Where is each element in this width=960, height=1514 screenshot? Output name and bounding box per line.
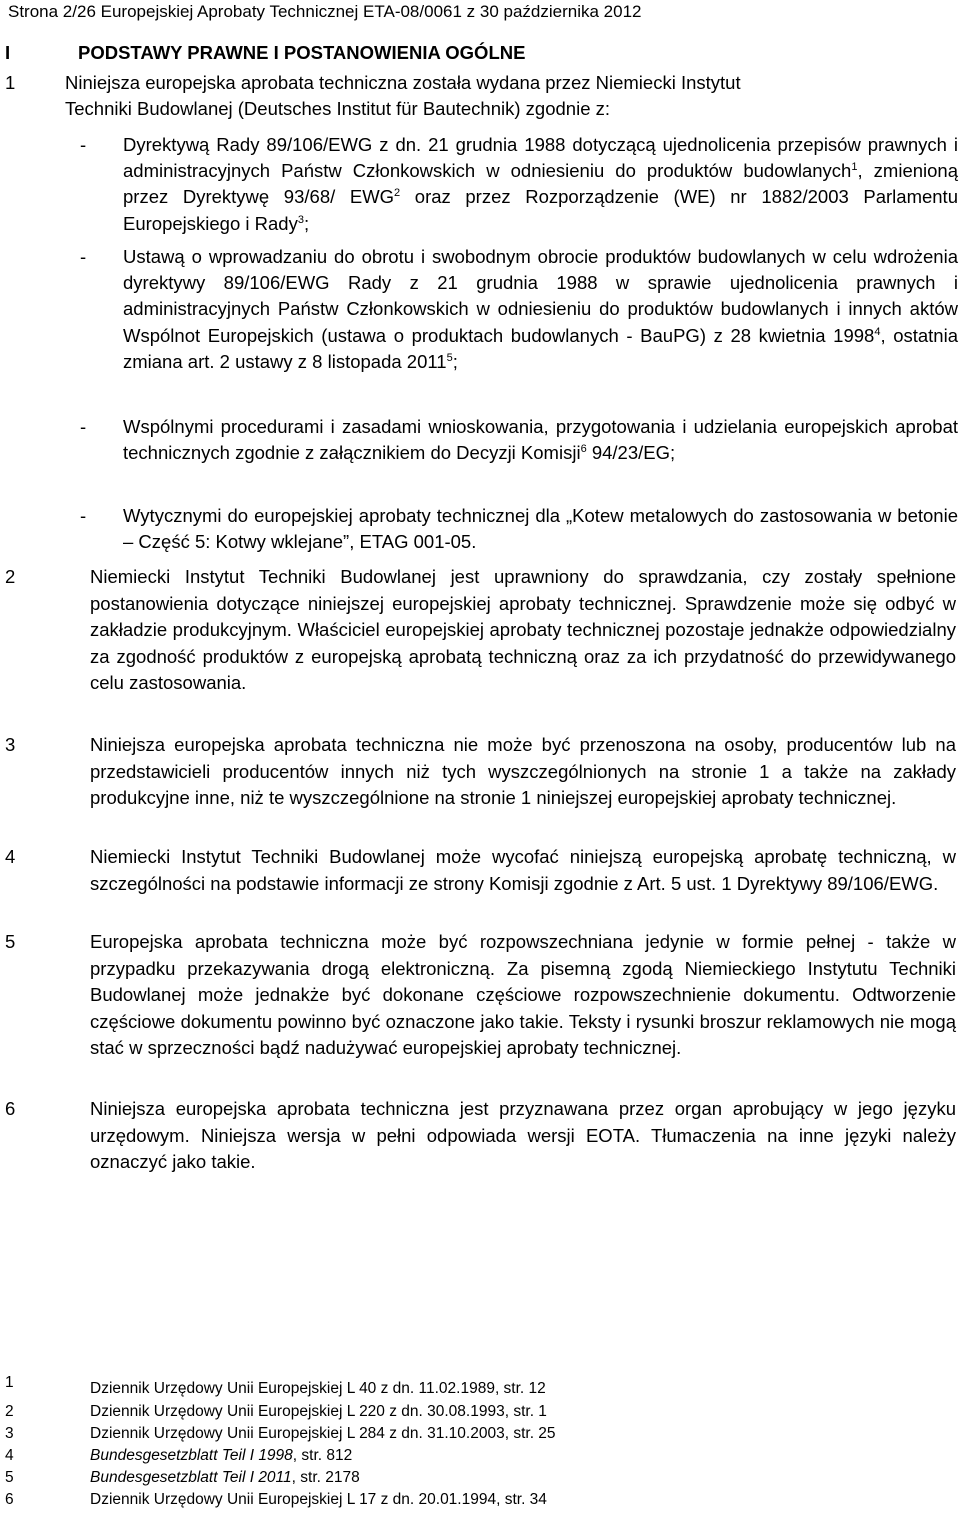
bullet-text: Ustawą o wprowadzaniu do obrotu i swobodnym obrocie produktów budowlanych w celu wdrożenia dyrektywy 89/106/EWG Rady z 21 grudnia 1988 w sprawie ujednolicenia prawnych i administracyjnych Państw Członkowskich w odniesieniu do produktów budowlanych i innych aktów Wspólnot Europejskich (ustawa o produktach budowlanych - BauPG) z 28 kwietnia 1998$^4$, ostatnia zmiana art. 2 ustawy z 8 listopada 2011$^5$; — [123, 246, 958, 372]
footnote-ref: 6 — [580, 443, 587, 456]
footnote-number: 2 — [5, 1403, 14, 1420]
bullet-dash: - — [80, 246, 87, 267]
paragraph-number: 3 — [5, 734, 16, 755]
page-header: Strona 2/26 Europejskiej Aprobaty Technicznej ETA-08/0061 z 30 października 2012 — [8, 2, 642, 21]
paragraph-number: 5 — [5, 931, 16, 952]
footnote-number: 1 — [5, 1374, 14, 1391]
footnote-text: Dziennik Urzędowy Unii Europejskiej L 40 z dn. 11.02.1989, str. 12 — [90, 1380, 546, 1397]
footnote-text: Bundesgesetzblatt Teil I 1998, str. 812 — [90, 1447, 353, 1464]
footnote-number: 5 — [5, 1469, 14, 1486]
paragraph-number: 2 — [5, 566, 16, 587]
bullet-dash: - — [80, 416, 87, 437]
footnote-number: 3 — [5, 1425, 14, 1442]
bullet-text: Wytycznymi do europejskiej aprobaty technicznej dla „Kotew metalowych do zastosowania w betonie – Część 5: Kotwy wklejane”, ETAG 001-05. — [123, 505, 958, 553]
footnote-ref: 3 — [297, 213, 304, 226]
paragraph-text: Niemiecki Instytut Techniki Budowlanej może wycofać niniejszą europejską aprobatę techniczną, w szczególności na podstawie informacji ze strony Komisji zgodnie z Art. 5 ust. 1 Dyrektywy 89/106/EWG. — [90, 846, 956, 894]
paragraph-text: Niniejsza europejska aprobata techniczna nie może być przenoszona na osoby, producentów lub na przedstawicieli producentów innych niż tych wyszczególnionych na stronie 1 a także na zakłady produkcyjne inne, niż te wyszczególnione na stronie 1 niniejszej europejskiej aprobaty technicznej. — [90, 734, 956, 808]
point-1-intro — [65, 70, 955, 122]
bullet-text: Dyrektywą Rady 89/106/EWG z dn. 21 grudnia 1988 dotyczącą ujednolicenia przepisów prawnych i administracyjnych Państw Członkowskich w odniesieniu do produktów budowlanych$^1$, zmienioną przez Dyrektywę 93/68/ EWG$^2$ oraz przez Rozporządzenie (WE) nr 1882/2003 Parlamentu Europejskiego i Rady$^3$; — [123, 134, 958, 234]
footnote-ref: 5 — [446, 351, 453, 364]
footnote-text: Dziennik Urzędowy Unii Europejskiej L 17 z dn. 20.01.1994, str. 34 — [90, 1491, 547, 1508]
paragraph-number: 6 — [5, 1098, 16, 1119]
point-number: 1 — [5, 72, 16, 93]
footnote-number: 4 — [5, 1447, 14, 1464]
paragraph-text: Niniejsza europejska aprobata techniczna jest przyznawana przez organ aprobujący w jego języku urzędowym. Niniejsza wersja w pełni odpowiada wersji EOTA. Tłumaczenia na inne języki należy oznaczyć jako takie. — [90, 1098, 956, 1172]
bullet-dash: - — [80, 134, 87, 155]
footnote-ref: 4 — [874, 325, 881, 338]
footnote-ref: 2 — [394, 187, 401, 200]
section-number: I — [5, 42, 11, 63]
paragraph-text: Niemiecki Instytut Techniki Budowlanej jest uprawniony do sprawdzania, czy zostały spełnione postanowienia dotyczące niniejszej europejskiej aprobaty technicznej. Sprawdzenie może się odbyć w zakładzie produkcyjnym. Właściciel europejskiej aprobaty technicznej pozostaje jednakże odpowiedzialny za zgodność produktów z europejską aprobatą techniczną oraz za ich przydatność do przewidywanego celu zastosowania. — [90, 566, 956, 693]
section-title: PODSTAWY PRAWNE I POSTANOWIENIA OGÓLNE — [78, 42, 526, 63]
paragraph-text: Europejska aprobata techniczna może być rozpowszechniana jedynie w formie pełnej - także w przypadku przekazywania drogą elektroniczną. Za pisemną zgodą Niemieckiego Instytutu Techniki Budowlanej może jednakże być dokonane częściowe rozpowszechnienie dokumentu. Odtworzenie częściowe dokumentu powinno być oznaczone jako takie. Teksty i rysunki broszur reklamowych nie mogą stać w sprzeczności bądź nadużywać europejskiej aprobaty technicznej. — [90, 931, 956, 1058]
point-1-line-2: Techniki Budowlanej (Deutsches Institut für Bautechnik) zgodnie z: — [65, 98, 611, 120]
footnote-ref: 1 — [851, 161, 858, 174]
point-1-line-1: Niniejsza europejska aprobata techniczna została wydana przez Niemiecki Instytut — [65, 72, 741, 93]
footnote-text: Bundesgesetzblatt Teil I 2011, str. 2178 — [90, 1469, 360, 1486]
footnote-text: Dziennik Urzędowy Unii Europejskiej L 284 z dn. 31.10.2003, str. 25 — [90, 1425, 556, 1442]
bullet-text: Wspólnymi procedurami i zasadami wnioskowania, przygotowania i udzielania europejskich aprobat technicznych zgodnie z załącznikiem do Decyzji Komisji$^6$ 94/23/EG; — [123, 416, 958, 464]
footnote-text: Dziennik Urzędowy Unii Europejskiej L 220 z dn. 30.08.1993, str. 1 — [90, 1403, 547, 1420]
paragraph-number: 4 — [5, 846, 16, 867]
bullet-dash: - — [80, 505, 87, 526]
footnote-number: 6 — [5, 1491, 14, 1508]
